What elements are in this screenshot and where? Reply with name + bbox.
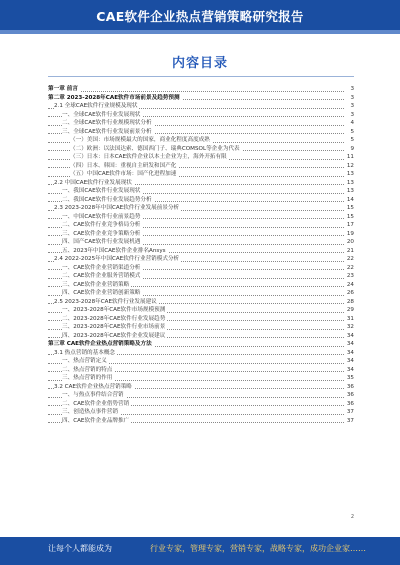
toc-entry-page: 15 (346, 213, 354, 220)
toc-entry-page: 37 (346, 409, 354, 415)
toc-entry[interactable] (48, 213, 354, 222)
toc-entry-page: 14 (346, 196, 354, 203)
toc-entry[interactable] (48, 374, 354, 383)
toc-entry[interactable] (48, 204, 354, 213)
toc-entry[interactable] (48, 383, 354, 392)
toc-entry-page: 13 (346, 188, 354, 194)
toc-entry[interactable] (48, 94, 354, 103)
toc-entry-text: 三、2023-2028年CAE软件行业市场前景 (62, 324, 166, 330)
toc-entry-text: 二、CAE软件企业借势营销 (62, 400, 130, 407)
toc-entry-text: 一、热点营销定义 (62, 358, 107, 364)
toc-entry-text: 四、2023-2028年CAE软件企业发展建议 (62, 332, 166, 339)
toc-entry[interactable] (48, 264, 354, 273)
toc-entry[interactable] (48, 366, 354, 375)
toc-leader-dots (48, 91, 344, 92)
toc-entry-text: 二、全球CAE软件行业规模现状分析 (62, 120, 152, 126)
toc-entry-text: 四、CAE软件企业营销创新策略 (62, 290, 141, 296)
toc-entry-page: 12 (346, 162, 354, 169)
toc-entry[interactable] (48, 119, 354, 128)
toc-entry[interactable] (48, 281, 354, 290)
toc-entry-text: 三、CAE软件企业营销策略 (62, 281, 130, 288)
toc-entry-text: 一、我国CAE软件行业发展现状 (62, 188, 141, 194)
toc-entry-text: （三）日本：日本CAE软件企业以本土企业为主，海外开拓有限 (70, 154, 227, 160)
toc-entry-text: 2.5 2023-2028年CAE软件行业发展建议 (54, 298, 157, 305)
toc-entry[interactable] (48, 85, 354, 94)
toc-entry-page: 15 (346, 205, 354, 211)
toc-entry[interactable] (48, 238, 354, 247)
toc-entry-page: 26 (346, 290, 354, 296)
toc-entry-text: 2.2 中国CAE软件行业发展现状 (54, 179, 132, 186)
toc-entry-page: 35 (346, 375, 354, 381)
toc-entry-text: 3.2 CAE软件企业热点营销策略 (54, 383, 132, 390)
toc-entry-page: 34 (346, 332, 354, 339)
toc-entry-text: 第一章 前言 (48, 86, 78, 92)
toc-entry-page: 34 (346, 341, 354, 347)
toc-entry-text: （五）中国CAE软件市场：国产化进程加速 (70, 171, 177, 177)
toc-entry-text: 二、CAE软件行业竞争格局分析 (62, 222, 141, 228)
toc-entry-page: 20 (346, 239, 354, 245)
toc-entry-text: 一、全球CAE软件行业发展现状 (62, 111, 141, 118)
toc-entry-text: 2.3 2023-2028年中国CAE软件行业发展前景分析 (54, 205, 180, 211)
toc-entry[interactable] (48, 136, 354, 145)
toc-entry-page: 29 (346, 307, 354, 313)
toc-entry-text: 二、2023-2028年CAE软件行业发展趋势 (62, 315, 166, 322)
toc-entry[interactable] (48, 187, 354, 196)
toc-entry[interactable] (48, 230, 354, 239)
toc-entry-text: 第三章 CAE软件企业热点营销策略及方法 (48, 341, 152, 347)
toc-entry-text: 2.4 2022-2025年中国CAE软件行业营销模式分析 (54, 256, 180, 262)
toc-entry-page: 3 (350, 94, 354, 101)
toc-entry-page: 37 (346, 417, 354, 424)
toc-entry-page: 31 (346, 315, 354, 322)
toc-entry-text: 一、2023-2028年CAE软件市场规模预测 (62, 307, 166, 313)
toc-entry-text: （四）日本、韩国：重视自主研发和国产化 (70, 162, 177, 169)
toc-entry-text: 五、2023年中国CAE软件企业排名Ansys (62, 247, 166, 254)
table-of-contents (48, 85, 354, 425)
toc-entry[interactable] (48, 298, 354, 307)
toc-divider (48, 76, 354, 77)
toc-entry[interactable] (48, 128, 354, 137)
toc-entry[interactable] (48, 306, 354, 315)
toc-title: 内容目录 (171, 56, 228, 71)
toc-entry-page: 23 (346, 273, 354, 279)
toc-entry-page: 32 (346, 324, 354, 330)
toc-entry-text: 三、全球CAE软件行业发展前景分析 (62, 128, 152, 135)
toc-entry-page: 3 (350, 103, 354, 109)
toc-entry-page: 22 (346, 264, 354, 271)
toc-entry-text: 四、CAE软件企业品牌推广 (62, 417, 130, 424)
toc-entry-page: 21 (346, 247, 354, 254)
page-number: 2 (350, 514, 354, 520)
toc-entry-text: 2.1 全球CAE软件行业规模及现状 (54, 103, 138, 109)
report-title: CAE软件企业热点营销策略研究报告 (96, 9, 304, 24)
toc-entry[interactable] (48, 357, 354, 366)
toc-entry[interactable] (48, 400, 354, 409)
toc-entry[interactable] (48, 247, 354, 256)
toc-entry-text: 二、CAE软件企业服务营销模式 (62, 273, 141, 279)
toc-entry-page: 4 (350, 120, 354, 126)
toc-entry-page: 9 (350, 145, 354, 152)
toc-entry[interactable] (48, 179, 354, 188)
toc-entry[interactable] (48, 349, 354, 358)
toc-entry[interactable] (48, 145, 354, 154)
toc-entry[interactable] (48, 417, 354, 426)
toc-entry[interactable] (48, 340, 354, 349)
toc-entry-text: 三、创造热点事件营销 (62, 409, 118, 415)
toc-entry-page: 24 (346, 281, 354, 288)
toc-entry-text: 三、CAE软件企业竞争策略分析 (62, 230, 141, 237)
toc-entry-text: 三、热点营销的作用 (62, 375, 113, 381)
toc-entry-text: （一）美国：市场规模最大的国家，商业化程度高度成熟 (70, 137, 210, 143)
toc-entry-text: 第二章 2023-2028年CAE软件市场前景及趋势预测 (48, 94, 180, 101)
toc-entry-page: 3 (350, 86, 354, 92)
toc-entry-page: 28 (346, 298, 354, 305)
toc-entry-page: 34 (346, 366, 354, 373)
toc-entry[interactable] (48, 196, 354, 205)
toc-entry-page: 22 (346, 256, 354, 262)
toc-entry-text: （二）欧洲：以法国达索、德国西门子、瑞典COMSOL等企业为代表 (70, 145, 240, 152)
footer-slogan-left: 让每个人都能成为 (48, 544, 112, 553)
toc-entry[interactable] (48, 162, 354, 171)
toc-entry-text: 四、国产CAE软件行业发展机遇 (62, 239, 141, 245)
toc-entry-text: 一、中国CAE软件行业前景趋势 (62, 213, 141, 220)
toc-entry[interactable] (48, 111, 354, 120)
toc-entry[interactable] (48, 391, 354, 400)
toc-entry-page: 17 (346, 222, 354, 228)
toc-entry-page: 13 (346, 179, 354, 186)
toc-entry-text: 二、我国CAE软件行业发展趋势分析 (62, 196, 152, 203)
toc-entry-page: 36 (346, 392, 354, 398)
toc-entry-page: 36 (346, 400, 354, 407)
footer-slogan-right: 行业专家，管理专家，营销专家，战略专家，成功企业家…… (150, 544, 366, 553)
toc-entry-text: 二、热点营销的特点 (62, 366, 113, 373)
toc-entry[interactable] (48, 272, 354, 281)
toc-entry[interactable] (48, 221, 354, 230)
toc-entry-page: 34 (346, 349, 354, 356)
toc-entry[interactable] (48, 323, 354, 332)
toc-entry[interactable] (48, 289, 354, 298)
toc-entry-page: 3 (350, 111, 354, 118)
toc-entry-page: 19 (346, 230, 354, 237)
toc-entry-page: 5 (350, 128, 354, 135)
toc-entry-page: 5 (350, 137, 354, 143)
toc-entry[interactable] (48, 153, 354, 162)
toc-entry-page: 36 (346, 383, 354, 390)
toc-entry-text: 3.1 热点营销的基本概念 (54, 349, 116, 356)
toc-entry-text: 一、与热点事件结合营销 (62, 392, 124, 398)
toc-entry-page: 34 (346, 358, 354, 364)
toc-entry[interactable] (48, 170, 354, 179)
toc-entry-page: 11 (346, 154, 354, 160)
toc-entry-page: 13 (346, 171, 354, 177)
toc-entry[interactable] (48, 102, 354, 111)
toc-entry[interactable] (48, 315, 354, 324)
toc-entry[interactable] (48, 255, 354, 264)
toc-entry[interactable] (48, 332, 354, 341)
toc-entry-text: 一、CAE软件企业营销渠道分析 (62, 264, 141, 271)
toc-entry[interactable] (48, 408, 354, 417)
